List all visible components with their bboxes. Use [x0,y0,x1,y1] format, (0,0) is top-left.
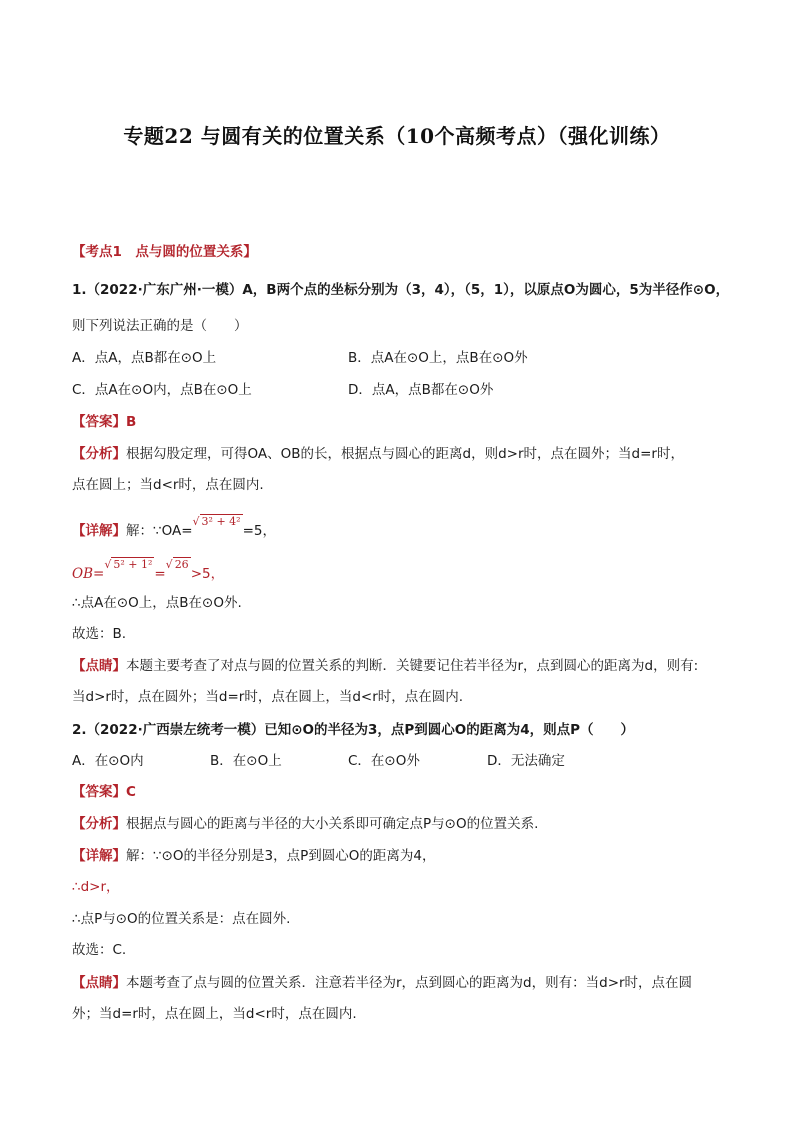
q1-analysis-line2: 点在圆上；当d<r时，点在圆内. [72,477,264,493]
q2-answer [72,783,136,801]
q1-detail-tag: 【详解】 [72,523,126,539]
q1-comment-line1 [72,657,698,675]
q2-detail-text1: 解：∵⊙O的半径分别是3，点P到圆心O的距离为4， [126,848,436,864]
q2-comment-tag: 【点睛】 [72,975,126,991]
q1-comment-text1: 本题主要考查了对点与圆的位置关系的判断．关键要记住若半径为r，点到圆心的距离为d，则有: [126,658,699,674]
q2-analysis-line1 [72,815,538,833]
q1-sqrt-oa: √ 3² + 4² [192,515,241,528]
q1-answer-tag: 【答案】 [72,414,126,430]
page-title: 专题22 与圆有关的位置关系（10个高频考点）（强化训练） [123,124,671,148]
q1-detail2-mid: = [154,566,166,582]
q2-analysis-text1: 根据点与圆心的距离与半径的大小关系即可确定点P与⊙O的位置关系. [126,816,539,832]
q1-detail1-prefix: 解：∵OA= [126,523,193,539]
q2-answer-value: C [126,784,136,800]
q1-detail-line3: ∴点A在⊙O上，点B在⊙O外. [72,595,242,611]
q1-answer-value: B [126,414,137,430]
q1-detail2-prefix: OB= [72,566,105,582]
q2-detail-line3: ∴点P与⊙O的位置关系是：点在圆外. [72,911,291,927]
q1-option-b: B．点A在⊙O上，点B在⊙O外 [348,350,528,366]
q1-comment-line2: 当d>r时，点在圆外；当d=r时，点在圆上，当d<r时，点在圆内. [72,689,464,705]
q1-option-d: D．点A，点B都在⊙O外 [348,382,494,398]
q1-answer [72,413,136,431]
q1-stem-line2: 则下列说法正确的是（ ） [72,318,248,334]
q2-comment-line1 [72,974,692,992]
section-heading: 【考点1 点与圆的位置关系】 [72,244,257,260]
q1-option-c: C．点A在⊙O内，点B在⊙O上 [72,382,252,398]
q2-comment-text1: 本题考查了点与圆的位置关系．注意若半径为r，点到圆心的距离为d，则有：当d>r时，点在圆 [126,975,693,991]
q1-sqrt-26: √ 26 [165,558,189,571]
q2-detail-line1 [72,847,435,865]
q2-answer-tag: 【答案】 [72,784,126,800]
q2-choose: 故选：C. [72,942,127,958]
q1-detail-line2 [72,558,225,584]
q1-analysis-tag: 【分析】 [72,446,126,462]
q1-analysis-line1 [72,445,684,463]
q1-stem-line1: 1.（2022·广东广州·一模）A，B两个点的坐标分别为（3，4），（5，1），以原点O为圆心，5为半径作⊙O， [72,282,730,298]
q1-comment-tag: 【点睛】 [72,658,126,674]
q2-option-d: D．无法确定 [487,753,565,769]
q1-analysis-text1: 根据勾股定理，可得OA、OB的长，根据点与圆心的距离d，则d>r时，点在圆外；当d=r时， [126,446,684,462]
q2-analysis-tag: 【分析】 [72,816,126,832]
q1-detail-line1 [72,515,276,541]
q2-option-c: C．在⊙O外 [348,753,420,769]
q2-stem-line1: 2.（2022·广西崇左统考一模）已知⊙O的半径为3，点P到圆心O的距离为4，则点P（ ） [72,722,635,738]
q1-choose: 故选：B. [72,626,127,642]
q2-option-a: A．在⊙O内 [72,753,144,769]
q1-detail2-suffix: >5， [190,566,225,582]
q2-comment-line2: 外；当d=r时，点在圆上，当d<r时，点在圆内. [72,1006,357,1022]
q1-detail1-suffix: =5， [242,523,276,539]
q2-option-b: B．在⊙O上 [210,753,282,769]
q1-option-a: A．点A，点B都在⊙O上 [72,350,217,366]
q2-detail-tag: 【详解】 [72,848,126,864]
q1-sqrt-ob: √ 5² + 1² [104,558,153,571]
q2-detail-line2: ∴d>r， [72,879,120,895]
